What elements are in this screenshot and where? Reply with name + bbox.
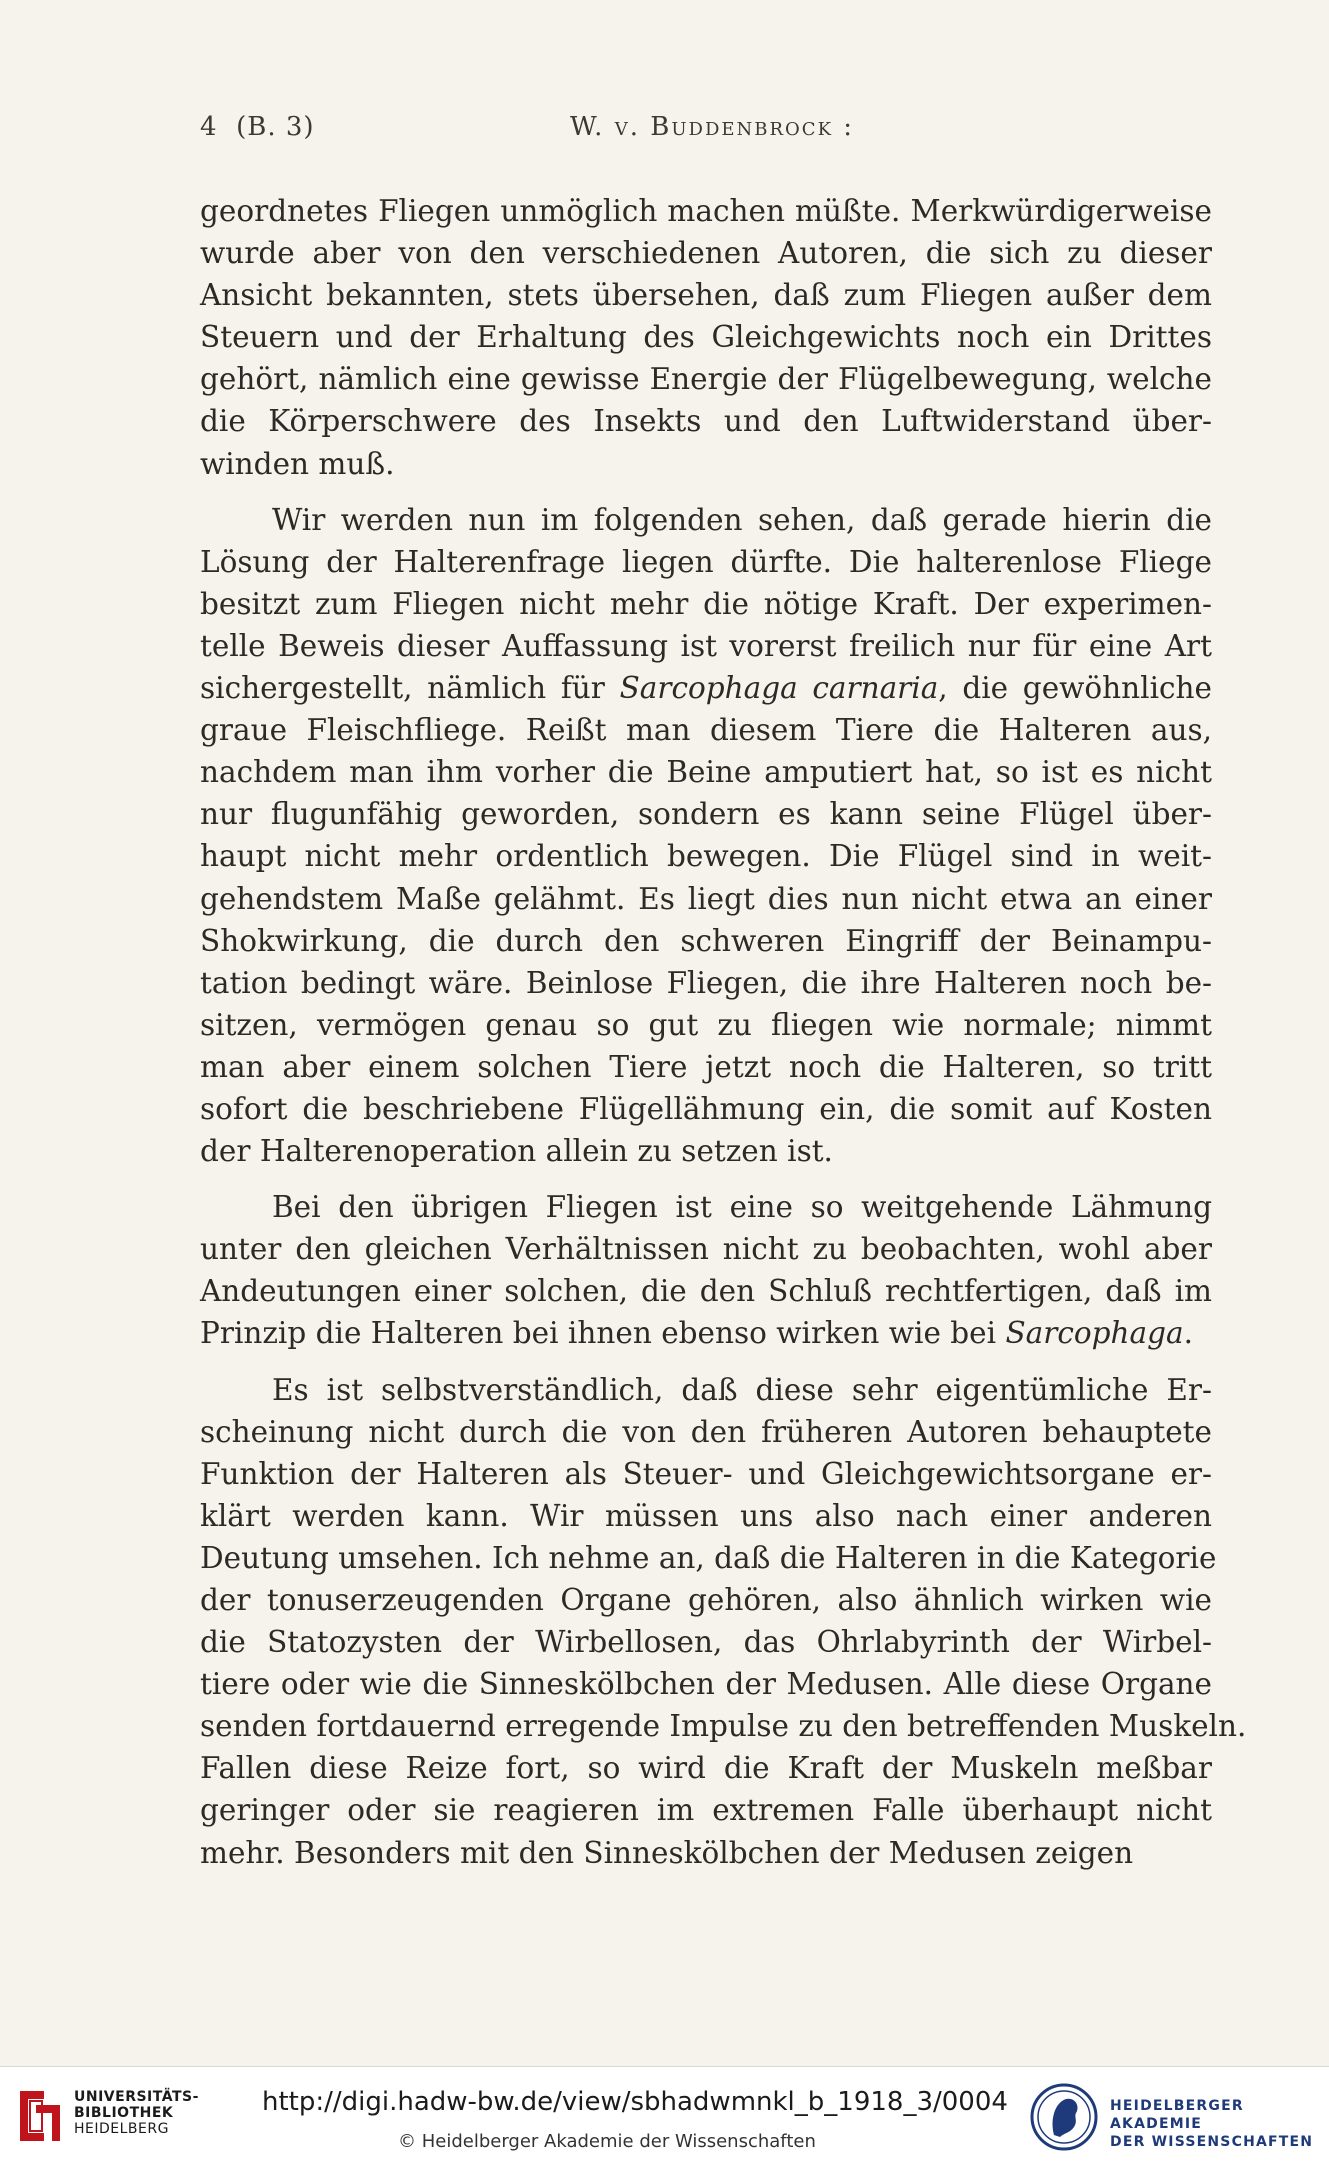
text-line: haupt nicht mehr ordentlich bewegen. Die Flügel sind in weit-	[200, 839, 1212, 874]
text-line: wurde aber von den verschiedenen Autoren, die sich zu dieser	[200, 236, 1212, 271]
text-line: graue Fleischfliege. Reißt man diesem Tiere die Halteren aus,	[200, 713, 1212, 748]
text-line: Funktion der Halteren als Steuer- und Gleichgewichtsorgane er-	[200, 1456, 1212, 1491]
running-title: W. v. Buddenbrock :	[570, 112, 855, 142]
text-line: der Halterenoperation allein zu setzen ist.	[200, 1134, 833, 1169]
text-line: Ansicht bekannten, stets übersehen, daß zum Fliegen außer dem	[200, 278, 1212, 313]
paragraph	[200, 1186, 1212, 1354]
text-line: scheinung nicht durch die von den früheren Autoren behauptete	[200, 1414, 1212, 1449]
library-name: UNIVERSITÄTS- BIBLIOTHEK HEIDELBERG	[74, 2089, 199, 2137]
text-line: nur flugunfähig geworden, sondern es kann seine Flügel über-	[200, 797, 1212, 832]
ub-heidelberg-logo-icon	[14, 2087, 66, 2145]
text-line: tiere oder wie die Sinneskölbchen der Medusen. Alle diese Organe	[200, 1667, 1212, 1702]
text-line: tation bedingt wäre. Beinlose Fliegen, die ihre Halteren noch be-	[200, 965, 1212, 1000]
permalink-url[interactable]: http://digi.hadw-bw.de/view/sbhadwmnkl_b_1918_3/0004	[262, 2087, 1008, 2117]
text-line: Andeutungen einer solchen, die den Schluß rechtfertigen, daß im	[200, 1274, 1212, 1309]
text-line: Deutung umsehen. Ich nehme an, daß die Halteren in die Kategorie	[200, 1540, 1217, 1575]
body-text	[200, 190, 1247, 1874]
text-line: gehört, nämlich eine gewisse Energie der Flügelbewegung, welche	[200, 362, 1212, 397]
text-line: man aber einem solchen Tiere jetzt noch die Halteren, so tritt	[200, 1049, 1212, 1084]
text-line: sitzen, vermögen genau so gut zu fliegen wie normale; nimmt	[200, 1007, 1212, 1042]
paragraph	[200, 1369, 1247, 1874]
text-line: winden muß.	[200, 446, 395, 481]
text-line: der tonuserzeugenden Organe gehören, also ähnlich wirken wie	[200, 1583, 1212, 1617]
text-line: telle Beweis dieser Auffassung ist vorerst freilich nur für eine Art	[200, 628, 1212, 663]
text-line: klärt werden kann. Wir müssen uns also nach einer anderen	[200, 1498, 1212, 1533]
text-line: gehendstem Maße gelähmt. Es liegt dies nun nicht etwa an einer	[200, 881, 1212, 916]
text-line: die Körperschwere des Insekts und den Luftwiderstand über-	[200, 404, 1212, 439]
text-line: Lösung der Halterenfrage liegen dürfte. Die halterenlose Fliege	[200, 544, 1212, 579]
text-line: Es ist selbstverständlich, daß diese sehr eigentümliche Er-	[272, 1372, 1212, 1407]
text-line: Steuern und der Erhaltung des Gleichgewichts noch ein Drittes	[200, 320, 1212, 355]
text-line: nachdem man ihm vorher die Beine amputiert hat, so ist es nicht	[200, 755, 1212, 790]
text-line: mehr. Besonders mit den Sinneskölbchen der Medusen zeigen	[200, 1835, 1134, 1870]
text-line: geordnetes Fliegen unmöglich machen müßte. Merkwürdigerweise	[200, 194, 1212, 228]
text-line: Wir werden nun im folgenden sehen, daß gerade hierin die	[272, 502, 1212, 537]
academy-name: HEIDELBERGER AKADEMIE DER WISSENSCHAFTEN	[1110, 2098, 1314, 2150]
text-line: die Statozysten der Wirbellosen, das Ohrlabyrinth der Wirbel-	[200, 1625, 1212, 1660]
text-line: Bei den übrigen Fliegen ist eine so weitgehende Lähmung	[272, 1190, 1212, 1225]
taxon-name: Sarcophaga carnaria	[619, 671, 939, 706]
hadw-seal-icon	[1030, 2081, 1098, 2153]
text-line: Fallen diese Reize fort, so wird die Kraft der Muskeln meßbar	[200, 1751, 1212, 1786]
text-line: Shokwirkung, die durch den schweren Eingriff der Beinampu-	[200, 923, 1212, 958]
viewer-footer	[0, 2066, 1329, 2165]
paragraph	[200, 499, 1212, 1173]
taxon-name: Sarcophaga	[1005, 1316, 1184, 1351]
page-number-section: 4 (B. 3)	[200, 112, 315, 142]
text-line: besitzt zum Fliegen nicht mehr die nötige Kraft. Der experimen-	[200, 586, 1212, 621]
page-header	[200, 112, 1130, 152]
paragraph	[200, 190, 1212, 485]
text-line: Prinzip die Halteren bei ihnen ebenso wirken wie bei Sarcophaga.	[200, 1316, 1193, 1351]
copyright-notice: © Heidelberger Akademie der Wissenschaften	[398, 2131, 816, 2152]
text-line: sichergestellt, nämlich für Sarcophaga carnaria, die gewöhnliche	[200, 671, 1213, 706]
text-line: unter den gleichen Verhältnissen nicht zu beobachten, wohl aber	[200, 1232, 1212, 1267]
text-line: geringer oder sie reagieren im extremen Falle überhaupt nicht	[200, 1793, 1212, 1828]
text-line: sofort die beschriebene Flügellähmung ein, die somit auf Kosten	[200, 1091, 1212, 1126]
text-line: senden fortdauernd erregende Impulse zu den betreffenden Muskeln.	[200, 1709, 1247, 1744]
